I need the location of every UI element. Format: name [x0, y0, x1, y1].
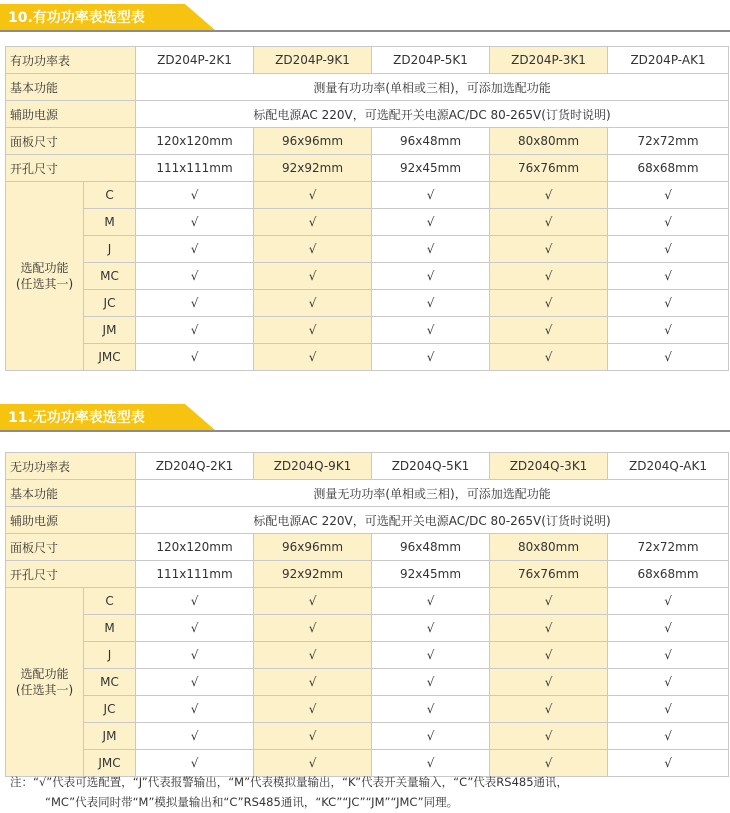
size-cell: 96x96mm	[254, 128, 372, 155]
check-mark: √	[490, 263, 608, 290]
check-mark: √	[254, 696, 372, 723]
check-mark: √	[136, 290, 254, 317]
table-row	[6, 263, 729, 290]
check-mark: √	[372, 317, 490, 344]
check-mark: √	[254, 750, 372, 777]
table-row	[6, 317, 729, 344]
basic-function-value: 测量有功功率(单相或三相)，可添加选配功能	[136, 74, 729, 101]
check-mark: √	[608, 209, 729, 236]
option-code: MC	[84, 263, 136, 290]
check-mark: √	[254, 588, 372, 615]
model-cell: ZD204Q-9K1	[254, 453, 372, 480]
check-mark: √	[254, 344, 372, 371]
row-label: 面板尺寸	[6, 128, 136, 155]
check-mark: √	[254, 263, 372, 290]
option-code: C	[84, 588, 136, 615]
size-cell: 96x48mm	[372, 534, 490, 561]
option-code: JMC	[84, 750, 136, 777]
size-cell: 120x120mm	[136, 534, 254, 561]
check-mark: √	[608, 723, 729, 750]
check-mark: √	[490, 642, 608, 669]
check-mark: √	[136, 588, 254, 615]
divider-rule	[0, 30, 730, 32]
table-row	[6, 128, 729, 155]
size-cell: 72x72mm	[608, 128, 729, 155]
size-cell: 96x48mm	[372, 128, 490, 155]
table-row	[6, 236, 729, 263]
section-title: 11.无功功率表选型表	[8, 410, 145, 426]
check-mark: √	[608, 696, 729, 723]
check-mark: √	[254, 317, 372, 344]
check-mark: √	[136, 642, 254, 669]
check-mark: √	[136, 696, 254, 723]
check-mark: √	[136, 182, 254, 209]
table-row	[6, 101, 729, 128]
check-mark: √	[372, 696, 490, 723]
check-mark: √	[254, 290, 372, 317]
check-mark: √	[490, 209, 608, 236]
size-cell: 111x111mm	[136, 155, 254, 182]
check-mark: √	[372, 236, 490, 263]
check-mark: √	[254, 209, 372, 236]
size-cell: 68x68mm	[608, 155, 729, 182]
option-code: M	[84, 615, 136, 642]
check-mark: √	[372, 615, 490, 642]
check-mark: √	[372, 182, 490, 209]
option-code: J	[84, 236, 136, 263]
size-cell: 120x120mm	[136, 128, 254, 155]
check-mark: √	[490, 723, 608, 750]
footnote	[10, 772, 568, 812]
check-mark: √	[608, 290, 729, 317]
check-mark: √	[372, 209, 490, 236]
size-cell: 76x76mm	[490, 561, 608, 588]
check-mark: √	[490, 750, 608, 777]
table-row	[6, 669, 729, 696]
check-mark: √	[608, 263, 729, 290]
check-mark: √	[136, 750, 254, 777]
table-row	[6, 696, 729, 723]
spec-table	[5, 452, 729, 777]
check-mark: √	[254, 723, 372, 750]
section-title: 10.有功功率表选型表	[8, 10, 145, 26]
option-code: MC	[84, 669, 136, 696]
model-cell: ZD204P-AK1	[608, 47, 729, 74]
check-mark: √	[372, 344, 490, 371]
table-row	[6, 642, 729, 669]
options-label	[6, 588, 84, 777]
check-mark: √	[608, 317, 729, 344]
check-mark: √	[136, 236, 254, 263]
options-label	[6, 182, 84, 371]
row-label: 面板尺寸	[6, 534, 136, 561]
check-mark: √	[372, 588, 490, 615]
model-cell: ZD204P-3K1	[490, 47, 608, 74]
table-row	[6, 507, 729, 534]
row-label: 辅助电源	[6, 507, 136, 534]
table-row	[6, 534, 729, 561]
option-code: C	[84, 182, 136, 209]
check-mark: √	[608, 236, 729, 263]
options-label-line: 选配功能	[20, 261, 69, 275]
table-row	[6, 344, 729, 371]
basic-function-value: 测量无功功率(单相或三相)，可添加选配功能	[136, 480, 729, 507]
check-mark: √	[490, 317, 608, 344]
spec-table	[5, 46, 729, 371]
check-mark: √	[372, 750, 490, 777]
check-mark: √	[254, 642, 372, 669]
options-label-line: (任选其一)	[15, 277, 74, 291]
check-mark: √	[490, 182, 608, 209]
check-mark: √	[490, 290, 608, 317]
option-code: J	[84, 642, 136, 669]
table-row	[6, 723, 729, 750]
check-mark: √	[608, 750, 729, 777]
model-cell: ZD204Q-AK1	[608, 453, 729, 480]
check-mark: √	[608, 588, 729, 615]
check-mark: √	[254, 615, 372, 642]
table-row	[6, 480, 729, 507]
section-banner	[0, 404, 215, 430]
check-mark: √	[608, 615, 729, 642]
check-mark: √	[372, 669, 490, 696]
size-cell: 68x68mm	[608, 561, 729, 588]
check-mark: √	[490, 236, 608, 263]
table-row	[6, 290, 729, 317]
size-cell: 76x76mm	[490, 155, 608, 182]
check-mark: √	[608, 642, 729, 669]
aux-power-value: 标配电源AC 220V，可选配开关电源AC/DC 80-265V(订货时说明)	[136, 507, 729, 534]
check-mark: √	[608, 182, 729, 209]
size-cell: 92x45mm	[372, 155, 490, 182]
size-cell: 92x92mm	[254, 155, 372, 182]
aux-power-value: 标配电源AC 220V，可选配开关电源AC/DC 80-265V(订货时说明)	[136, 101, 729, 128]
check-mark: √	[372, 290, 490, 317]
divider-rule	[0, 430, 730, 432]
size-cell: 80x80mm	[490, 534, 608, 561]
check-mark: √	[490, 696, 608, 723]
row-label: 辅助电源	[6, 101, 136, 128]
size-cell: 92x92mm	[254, 561, 372, 588]
option-code: JM	[84, 317, 136, 344]
footnote-line: “MC”代表同时带“M”模拟量输出和“C”RS485通讯，“KC”“JC”“JM”“JMC”同理。	[45, 795, 459, 809]
option-code: JM	[84, 723, 136, 750]
size-cell: 80x80mm	[490, 128, 608, 155]
model-cell: ZD204P-9K1	[254, 47, 372, 74]
row-label: 开孔尺寸	[6, 561, 136, 588]
check-mark: √	[254, 236, 372, 263]
table-row	[6, 74, 729, 101]
check-mark: √	[254, 669, 372, 696]
check-mark: √	[372, 263, 490, 290]
table-row	[6, 47, 729, 74]
check-mark: √	[136, 615, 254, 642]
check-mark: √	[608, 669, 729, 696]
check-mark: √	[608, 344, 729, 371]
table-row	[6, 209, 729, 236]
table-row	[6, 182, 729, 209]
section-banner	[0, 4, 215, 30]
check-mark: √	[136, 209, 254, 236]
table-row	[6, 155, 729, 182]
row-label: 基本功能	[6, 74, 136, 101]
check-mark: √	[372, 642, 490, 669]
row-label: 基本功能	[6, 480, 136, 507]
size-cell: 92x45mm	[372, 561, 490, 588]
check-mark: √	[136, 723, 254, 750]
model-cell: ZD204Q-5K1	[372, 453, 490, 480]
check-mark: √	[136, 344, 254, 371]
size-cell: 96x96mm	[254, 534, 372, 561]
check-mark: √	[136, 263, 254, 290]
option-code: JC	[84, 290, 136, 317]
size-cell: 111x111mm	[136, 561, 254, 588]
options-label-line: 选配功能	[20, 667, 69, 681]
row-label: 开孔尺寸	[6, 155, 136, 182]
model-cell: ZD204P-2K1	[136, 47, 254, 74]
model-cell: ZD204P-5K1	[372, 47, 490, 74]
check-mark: √	[490, 588, 608, 615]
header-label: 有功功率表	[6, 47, 136, 74]
options-label-line: (任选其一)	[15, 683, 74, 697]
size-cell: 72x72mm	[608, 534, 729, 561]
check-mark: √	[136, 317, 254, 344]
check-mark: √	[490, 344, 608, 371]
header-label: 无功功率表	[6, 453, 136, 480]
check-mark: √	[490, 669, 608, 696]
check-mark: √	[136, 669, 254, 696]
model-cell: ZD204Q-2K1	[136, 453, 254, 480]
table-row	[6, 561, 729, 588]
check-mark: √	[254, 182, 372, 209]
footnote-line: 注：“√”代表可选配置，“J”代表报警输出，“M”代表模拟量输出，“K”代表开关量输入，“C”代表RS485通讯，	[10, 775, 569, 789]
option-code: JMC	[84, 344, 136, 371]
table-row	[6, 615, 729, 642]
check-mark: √	[490, 615, 608, 642]
table-row	[6, 453, 729, 480]
model-cell: ZD204Q-3K1	[490, 453, 608, 480]
option-code: JC	[84, 696, 136, 723]
check-mark: √	[372, 723, 490, 750]
option-code: M	[84, 209, 136, 236]
table-row	[6, 588, 729, 615]
